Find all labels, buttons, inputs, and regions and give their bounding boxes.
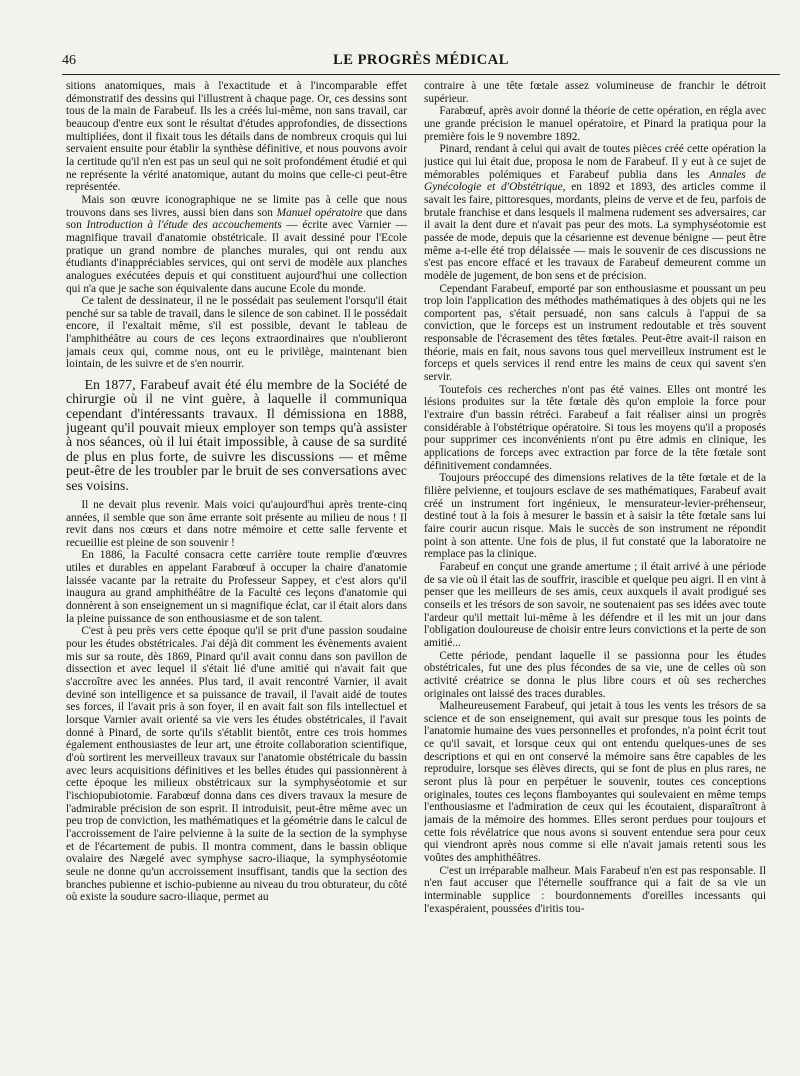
text-run: Mais son œuvre iconographique ne se limite pas à celle que nous trouvons dans ses livres, aussi bien dans son bbox=[66, 193, 407, 219]
paragraph: C'est à peu près vers cette époque qu'il se prit d'une passion soudaine pour les études obstétricales. J'ai déjà dit comment les évènements avaient mis sur sa route, dès 1869, Pinard qu'il avait connu dans son pavillon de dissection et avec lequel il s'était lié d'une amitié qui n'avait fait que s'accroître avec les années. Plus tard, il avait rencontré Varnier, il avait deviné son intelligence et sa puissance de travail, il l'avait aidé de toutes ses forces, il l'avait pris à son foyer, il en avait fait son fils intellectuel et lorsque Varnier avait orienté sa vie vers les études obstétricales, il l'avait donné à Pinard, de sorte qu'ils s'établit bientôt, entre ces trois hommes également enthousiastes de leur art, une étroite collaboration scientifique, d'où sortirent les merveilleux travaux sur l'anatomie obstétricale du bassin avec leurs acquisitions définitives et les belles études qui passionnèrent à cette époque les milieux obstétricaux sur la symphyséotomie et sur l'ischiopubiotomie. Farabœuf donna dans ces divers travaux la mesure de l'admirable précision de son esprit. Il introduisit, peut-être même avec un peu trop de conviction, les mathématiques et la géométrie dans le calcul de l'accroissement de l'aire pelvienne à la suite de la section de la symphyse et de l'écartement de pubis. Il montra comment, dans le bassin oblique ovalaire des Nægelé avec symphyse sacro-iliaque, la symphyséotomie seule ne donne qu'un accroissement insuffisant, tandis que la section des branches pubienne et ischio-pubienne au niveau du trou obturateur, du côté où existe la soudure sacro-iliaque, permet au bbox=[66, 625, 407, 904]
paragraph: Farabœuf, après avoir donné la théorie de cette opération, en régla avec une grande précision le manuel opératoire, et Pinard la pratiqua pour la première fois le 9 novembre 1892. bbox=[424, 105, 766, 143]
text-run: Pinard, rendant à celui qui avait de toutes pièces créé cette opération la justice qui lui était due, proposa le nom de Farabeuf. Il y eut à ce sujet de mémorables polémiques et Farabeuf publia dans les bbox=[424, 143, 766, 181]
text-run: — écrite avec Varnier — magnifique travail d'anatomie obstétricale. Il avait dessiné pour l'Ecole pratique un grand nombre de planches murales, qui ont rendu aux étudiants d'inappréciables services, qui ont servi de modèle aux planches analogues exécutées depuis et qui constituent aujourd'hui une collection qui n'a que je sache son équivalente dans aucune Ecole du monde. bbox=[66, 219, 407, 295]
page-number: 46 bbox=[62, 53, 76, 68]
paragraph: contraire à une tête fœtale assez volumineuse de franchir le détroit supérieur. bbox=[424, 80, 766, 105]
paragraph: sitions anatomiques, mais à l'exactitude et à l'incomparable effet démonstratif des dessins qui l'illustrent à chaque page. Or, ces dessins sont tous de la main de Farabeuf. Ils les a créés lui-même, non sans travail, car beaucoup d'entre eux sont le résultat d'études approfondies, de dissections multipliées, dont il fixait tous les détails dans de nombreux croquis qui lui servaient ensuite pour établir la synthèse définitive, et nous pouvons avoir la certitude qu'il n'en est pas un seul qui ne soit profondément étudié et qui ne représente la vérité anatomique, autant du moins que celle-ci peut-être représentée. bbox=[66, 80, 407, 194]
paragraph: Cependant Farabeuf, emporté par son enthousiasme et poussant un peu trop loin l'application des méthodes mathématiques à des objets qui ne les comportent pas, s'était persuadé, non sans calculs à l'appui de sa conviction, que le forceps est un instrument redoutable et très souvent responsable de l'écrasement des têtes fœtales. Peut-être avait-il raison en théorie, mais en fait, nous savons tous quel merveilleux instrument est le forceps et quels services il rend entre les mains de ceux qui savent s'en servir. bbox=[424, 282, 766, 384]
right-column bbox=[424, 80, 766, 1065]
page-header bbox=[62, 52, 780, 75]
paragraph: Malheureusement Farabeuf, qui jetait à tous les vents les trésors de sa science et de son enseignement, qui avait sur presque tous les points de l'anatomie humaine des vues personnelles et profondes, n'a point écrit tout ce qu'il savait, et lorsque ceux qui ont entendu quelques-unes de ses descriptions et qui en ont conservé la mémoire sans être capables de les reproduire, lorsque ses élèves directs, qui se font de plus en plus rares, ne seront plus là pour en perpétuer le souvenir, toutes ces conceptions originales, toutes ces leçons flamboyantes qui soulevaient en même temps l'enthousiasme et l'admiration de ceux qui les écoutaient, disparaîtront à jamais de la mémoire des hommes. Elles seront perdues pour toujours et cette fois révélatrice que nous avons si souvent entendue sera pour ceux qui viendront après nous comme si elle n'avait jamais retenti sous les voûtes des amphithéâtres. bbox=[424, 700, 766, 865]
paragraph: En 1886, la Faculté consacra cette carrière toute remplie d'œuvres utiles et durables en appelant Farabœuf à occuper la chaire d'anatomie laissée vacante par la retraite du Professeur Sappey, et c'est alors qu'il inaugura au grand amphithéâtre de la Faculté ces leçons d'anatomie qui donnèrent à son enseignement un si magnifique éclat, car il était alors dans la pleine puissance de son enthousiasme et de son talent. bbox=[66, 549, 407, 625]
paragraph: Il ne devait plus revenir. Mais voici qu'aujourd'hui après trente-cinq années, il semble que son âme errante soit présente au milieu de nous ! Il revit dans nos cœurs et dans notre mémoire et cette salle fervente et recueillie est pleine de son souvenir ! bbox=[66, 498, 407, 549]
left-column bbox=[66, 80, 407, 1065]
paragraph: Farabeuf en conçut une grande amertume ; il était arrivé à une période de sa vie où il était las de souffrir, irascible et quelque peu aigri. Il en vint à penser que les meilleurs de ses amis, ceux auxquels il avait prodigué ses conseils et les trésors de son savoir, ne soutenaient pas ses idées avec toute l'ardeur qu'il mettait lui-même à les défendre et il les mit un jour dans l'obligation douloureuse de choisir entre leurs convictions et la perte de son amitié... bbox=[424, 560, 766, 649]
paragraph: Ce talent de dessinateur, il ne le possédait pas seulement l'orsqu'il était penché sur sa table de travail, dans le silence de son cabinet. Il le possédait encore, il l'exaltait même, s'il est possible, devant le tableau de l'amphithéâtre au cours de ces leçons extraordinaires que n'oublieront jamais ceux qui, comme nous, ont eu le privilège, maintenant bien lointain, de les suivre et de s'en nourrir. bbox=[66, 295, 407, 371]
paragraph: Toutefois ces recherches n'ont pas été vaines. Elles ont montré les lésions produites sur la tête fœtale dès qu'on emploie la force pour l'extraire d'un bassin rétréci. Farabeuf a fait réaliser ainsi un progrès considérable à l'obstétrique opératoire. Si tous les moyens qu'il a proposés pour supprimer ces inconvénients n'ont pu être admis en clinique, les applications de forceps avec extraction par force de la tête fœtale sont définitivement condamnées. bbox=[424, 383, 766, 472]
running-title: LE PROGRÈS MÉDICAL bbox=[333, 52, 509, 68]
text-run: , en 1892 et 1893, des articles comme il savait les faire, pittoresques, mordants, pleins de verve et de feu, parfois de brutale franchise et dans lesquels il malmena rudement ses adversaires, car il avait la dent dure et n'avait pas peur des mots. La symphyséotomie est passée de mode, depuis que la césarienne est devenue bénigne — peut être même a-t-elle été trop délaissée — mais le souvenir de ces discussions ne s'est pas encore effacé et les travaux de Farabeuf demeurent comme un modèle de jugement, de bon sens et de précision. bbox=[424, 181, 766, 282]
paragraph: Cette période, pendant laquelle il se passionna pour les études obstétricales, fut une des plus fécondes de sa vie, une de celles où son activité créatrice se donna le plus libre cours et où ses recherches originales ont laissé des traces durables. bbox=[424, 649, 766, 700]
italic-title: Introduction à l'étude des accouchements bbox=[86, 219, 282, 232]
text-run: que dans son bbox=[66, 206, 407, 232]
italic-title: Manuel opératoire bbox=[276, 206, 363, 219]
paragraph bbox=[66, 194, 407, 295]
italic-title: Annales de Gynécologie et d'Obstétrique bbox=[424, 168, 766, 194]
paragraph: Toujours préoccupé des dimensions relatives de la tête fœtale et de la filière pelvienne, et toujours esclave de ses mathématiques, Farabeuf avait créé un instrument fort ingénieux, le mensurateur-levier-préhenseur, destiné tout à la fois à mesurer le bassin et à saisir la tête fœtale sans lui faire courir aucun risque. Mais le succès de son instrument ne répondit point à son attente. Une fois de plus, il fut constaté que la laboratoire ne remplace pas la clinique. bbox=[424, 472, 766, 561]
paragraph-large: En 1877, Farabeuf avait été élu membre de la Société de chirurgie où il ne vint guère, à laquelle il communiqua cependant d'intéressants travaux. Il démissiona en 1888, jugeant qu'il pouvait mieux employer son temps qu'à assister à nos séances, où il lui était impossible, à cause de sa surdité de plus en plus forte, de suivre les discussions — et même peut-être de les troubler par le bruit de ses conversations avec ses voisins. bbox=[66, 377, 407, 493]
paragraph bbox=[424, 143, 766, 282]
paragraph: C'est un irréparable malheur. Mais Farabeuf n'en est pas responsable. Il n'en faut accuser que l'éternelle souffrance qui a fait de sa vie un interminable supplice : bourdonnements d'oreilles incessants qui l'exaspéraient, poussées d'iritis tou- bbox=[424, 864, 766, 915]
